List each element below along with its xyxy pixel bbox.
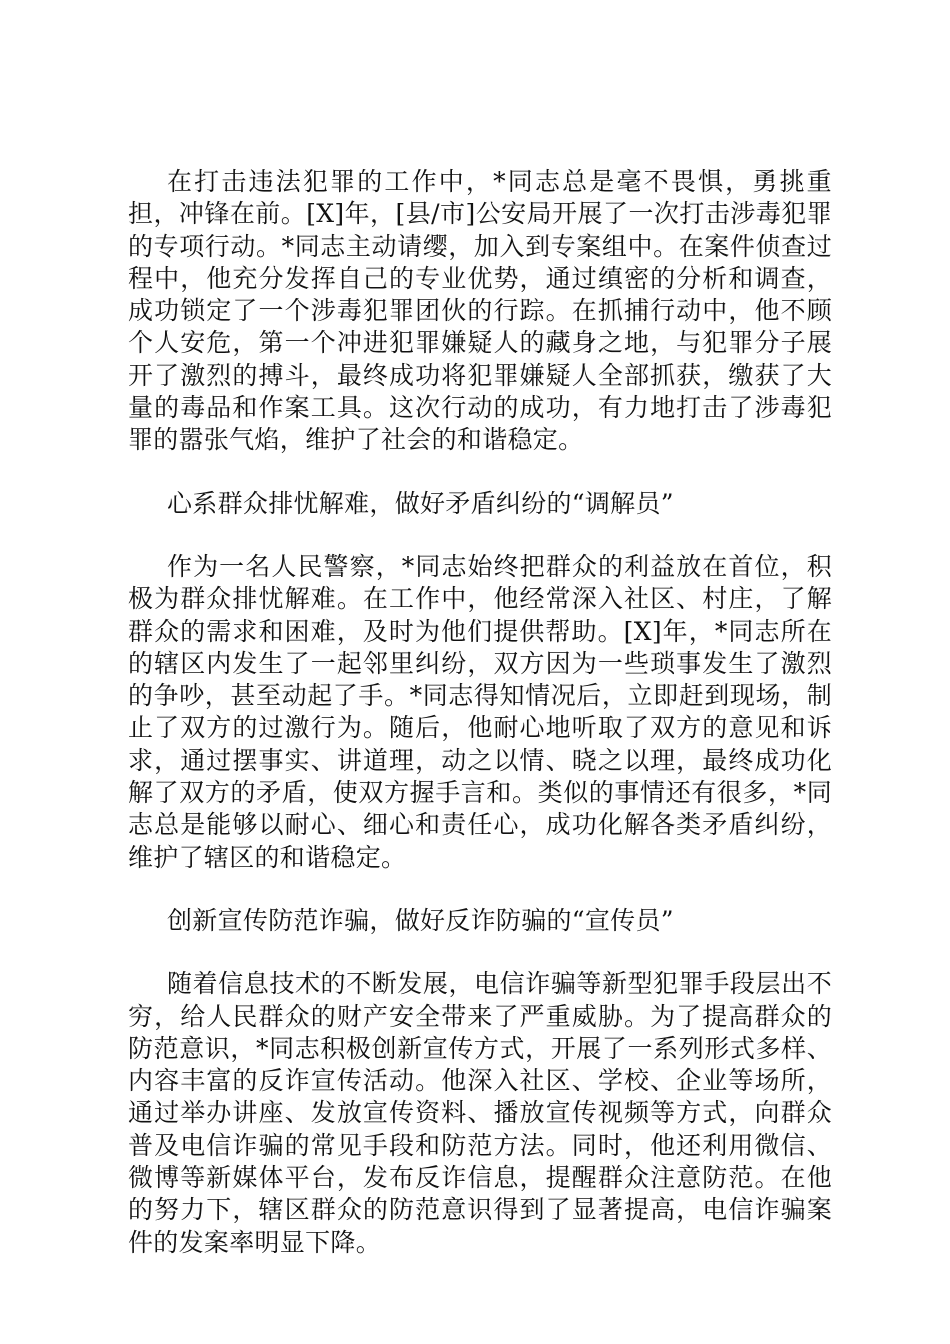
section-heading-mediator: 心系群众排忧解难，做好矛盾纠纷的“调解员” bbox=[167, 488, 674, 518]
document-page bbox=[128, 166, 832, 1259]
paragraph-spacing bbox=[128, 457, 832, 488]
paragraph-dispute-mediation: 作为一名人民警察，*同志始终把群众的利益放在首位，积极为群众排忧解难。在工作中，他经常深入社区、村庄，了解群众的需求和困难，及时为他们提供帮助。[X]年，*同志所在的辖区内发生了一起邻里纠纷，双方因为一些琐事发生了激烈的争吵，甚至动起了手。*同志得知情况后，立即赶到现场，制止了双方的过激行为。随后，他耐心地听取了双方的意见和诉求，通过摆事实、讲道理，动之以情、晓之以理，最终成功化解了双方的矛盾，使双方握手言和。类似的事情还有很多，*同志总是能够以耐心、细心和责任心，成功化解各类矛盾纠纷，维护了辖区的和谐稳定。 bbox=[128, 551, 832, 872]
paragraph-spacing bbox=[128, 937, 832, 968]
paragraph-spacing bbox=[128, 874, 832, 905]
section-heading-fraud-prevention: 创新宣传防范诈骗，做好反诈防骗的“宣传员” bbox=[167, 905, 674, 935]
paragraph-anti-drug-operation: 在打击违法犯罪的工作中，*同志总是毫不畏惧，勇挑重担，冲锋在前。[X]年，[县/市]公安局开展了一次打击涉毒犯罪的专项行动。*同志主动请缨，加入到专案组中。在案件侦查过程中，他充分发挥自己的专业优势，通过缜密的分析和调查，成功锁定了一个涉毒犯罪团伙的行踪。在抓捕行动中，他不顾个人安危，第一个冲进犯罪嫌疑人的藏身之地，与犯罪分子展开了激烈的搏斗，最终成功将犯罪嫌疑人全部抓获，缴获了大量的毒品和作案工具。这次行动的成功，有力地打击了涉毒犯罪的嚣张气焰，维护了社会的和谐稳定。 bbox=[128, 167, 832, 455]
paragraph-spacing bbox=[128, 520, 832, 551]
paragraph-anti-fraud-publicity: 随着信息技术的不断发展，电信诈骗等新型犯罪手段层出不穷，给人民群众的财产安全带来了严重威胁。为了提高群众的防范意识，*同志积极创新宣传方式，开展了一系列形式多样、内容丰富的反诈宣传活动。他深入社区、学校、企业等场所，通过举办讲座、发放宣传资料、播放宣传视频等方式，向群众普及电信诈骗的常见手段和防范方法。同时，他还利用微信、微博等新媒体平台，发布反诈信息，提醒群众注意防范。在他的努力下，辖区群众的防范意识得到了显著提高，电信诈骗案件的发案率明显下降。 bbox=[128, 969, 832, 1257]
